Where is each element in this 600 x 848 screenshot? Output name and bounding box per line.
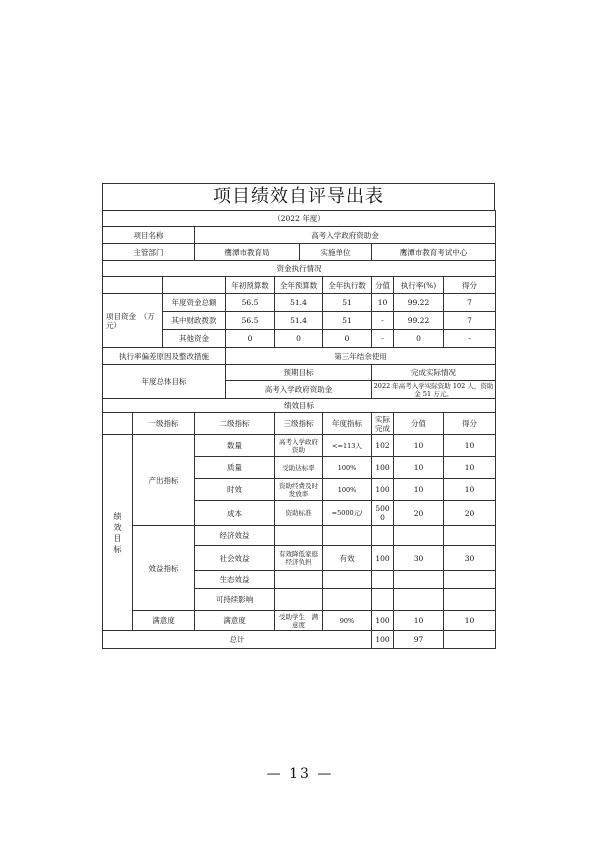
funds-header-row [103,277,496,294]
deviation-row [103,348,496,365]
perf-actual [372,571,394,589]
perf-l2: 时效 [195,479,275,501]
impl-value: 鹰潭市教育考试中心 [372,244,496,261]
perf-value [394,571,444,589]
perf-l3: 高考入学政府资助 [275,435,323,457]
perf-header-actual: 实际完成 [372,413,394,435]
funds-cell: 99.22 [394,312,444,330]
perf-l3: 有效降低家庭经济负担 [275,546,323,571]
perf-score: 20 [444,501,496,526]
perf-l3: 受助学生 满意度 [275,611,323,631]
total-row [103,631,496,649]
expected-goal-label: 预期目标 [226,365,372,381]
perf-actual: 100 [372,546,394,571]
dept-label: 主管部门 [103,244,195,261]
funds-header-rate: 执行率(%) [394,277,444,294]
total-label: 总计 [103,631,372,649]
perf-actual [372,526,394,546]
year-row [103,211,496,227]
page-number: — 13 — [266,766,334,782]
funds-header-blank [103,277,163,294]
dept-value: 鹰潭市教育局 [195,244,300,261]
funds-cell: 10 [372,294,394,312]
funds-cell: 56.5 [226,294,275,312]
perf-value: 30 [394,546,444,571]
overall-goal-label: 年度总体目标 [103,365,226,399]
project-name-row [103,227,496,244]
perf-value: 10 [394,457,444,479]
perf-target: 100% [323,457,372,479]
perf-value: 10 [394,479,444,501]
perf-header-target: 年度指标 [323,413,372,435]
deviation-text: 第三年结余使用 [226,348,496,365]
funds-row-label: 年度资金总额 [163,294,226,312]
perf-score: 30 [444,546,496,571]
perf-value [394,589,444,611]
funds-header-budget-start: 年初预算数 [226,277,275,294]
perf-row [103,611,496,631]
impl-label: 实施单位 [300,244,372,261]
funds-cell: 0 [394,330,444,348]
perf-value: 20 [394,501,444,526]
perf-header-row [103,413,496,435]
deviation-label: 执行率偏差原因及整改措施 [103,348,226,365]
perf-l2: 经济效益 [195,526,275,546]
perf-header-level3: 三级指标 [275,413,323,435]
project-name-value: 高考入学政府资助金 [195,227,496,244]
funds-cell: 0 [275,330,323,348]
perf-actual: 100 [372,611,394,631]
actual-goal-label: 完成实际情况 [372,365,496,381]
perf-actual: 102 [372,435,394,457]
funds-cell: 56.5 [226,312,275,330]
perf-actual: 5000 [372,501,394,526]
perf-l2: 成本 [195,501,275,526]
total-blank [444,631,496,649]
funds-cell: - [372,330,394,348]
perf-score [444,589,496,611]
funds-cell: 0 [226,330,275,348]
perf-score: 10 [444,611,496,631]
perf-l2: 数量 [195,435,275,457]
funds-row-label: 其他资金 [163,330,226,348]
perf-section-title: 绩效目标 [103,399,496,413]
perf-target: 100% [323,479,372,501]
perf-target [323,589,372,611]
perf-target: <=113人 [323,435,372,457]
year-label: （2022 年度） [103,211,496,227]
department-row [103,244,496,261]
funds-row-label: 其中财政拨款 [163,312,226,330]
perf-l2: 质量 [195,457,275,479]
funds-header-score-value: 分值 [372,277,394,294]
funds-cell: 0 [323,330,372,348]
satisfaction-indicator-label: 满意度 [133,611,195,631]
perf-l3 [275,589,323,611]
perf-score: 10 [444,457,496,479]
perf-row [103,526,496,546]
perf-score [444,571,496,589]
output-indicator-label: 产出指标 [133,435,195,526]
funds-cell: - [372,312,394,330]
funds-cell: 99.22 [394,294,444,312]
perf-l2: 生态效益 [195,571,275,589]
funds-cell: 7 [444,312,496,330]
table-title: 项目绩效自评导出表 [102,183,495,210]
funds-section-row [103,261,496,277]
funds-header-executed: 全年执行数 [323,277,372,294]
perf-row [103,435,496,457]
perf-actual [372,589,394,611]
funds-header-budget-year: 全年预算数 [275,277,323,294]
funds-group-label: 项目资金 （万元） [103,294,163,348]
perf-l3 [275,571,323,589]
perf-header-level2: 二级指标 [195,413,275,435]
perf-l2: 可持续影响 [195,589,275,611]
perf-side-label [103,435,133,631]
perf-l3: 资助标准 [275,501,323,526]
perf-header-value: 分值 [394,413,444,435]
funds-header-blank-2 [163,277,226,294]
perf-target [323,571,372,589]
perf-actual: 100 [372,457,394,479]
total-value: 100 [372,631,394,649]
perf-side-text: 绩效目标 [113,511,122,554]
project-name-label: 项目名称 [103,227,195,244]
perf-target [323,526,372,546]
funds-cell: 51.4 [275,312,323,330]
perf-l2: 满意度 [195,611,275,631]
funds-cell: 51 [323,312,372,330]
perf-l3: 受助达标率 [275,457,323,479]
funds-header-score: 得分 [444,277,496,294]
perf-target: =5000元/ [323,501,372,526]
perf-section-row [103,399,496,413]
funds-cell: - [444,330,496,348]
perf-actual: 100 [372,479,394,501]
perf-header-score: 得分 [444,413,496,435]
funds-cell: 51.4 [275,294,323,312]
overall-goal-row [103,365,496,381]
evaluation-table [102,210,496,649]
funds-section-title: 资金执行情况 [103,261,496,277]
perf-header-blank [103,413,133,435]
perf-target: 90% [323,611,372,631]
funds-cell: 7 [444,294,496,312]
total-score: 97 [394,631,444,649]
perf-l2: 社会效益 [195,546,275,571]
perf-score [444,526,496,546]
funds-row [103,294,496,312]
perf-value: 10 [394,611,444,631]
perf-target: 有效 [323,546,372,571]
actual-goal-text: 2022 年高考入学实际资助 102 人，资助金 51 万元。 [372,381,496,399]
perf-l3: 资助经费及时发放率 [275,479,323,501]
performance-table-sheet [102,183,495,649]
benefit-indicator-label: 效益指标 [133,526,195,611]
perf-l3 [275,526,323,546]
perf-value [394,526,444,546]
perf-header-level1: 一级指标 [133,413,195,435]
perf-score: 10 [444,435,496,457]
perf-value: 10 [394,435,444,457]
perf-score: 10 [444,479,496,501]
expected-goal-text: 高考入学政府资助金 [226,381,372,399]
funds-cell: 51 [323,294,372,312]
